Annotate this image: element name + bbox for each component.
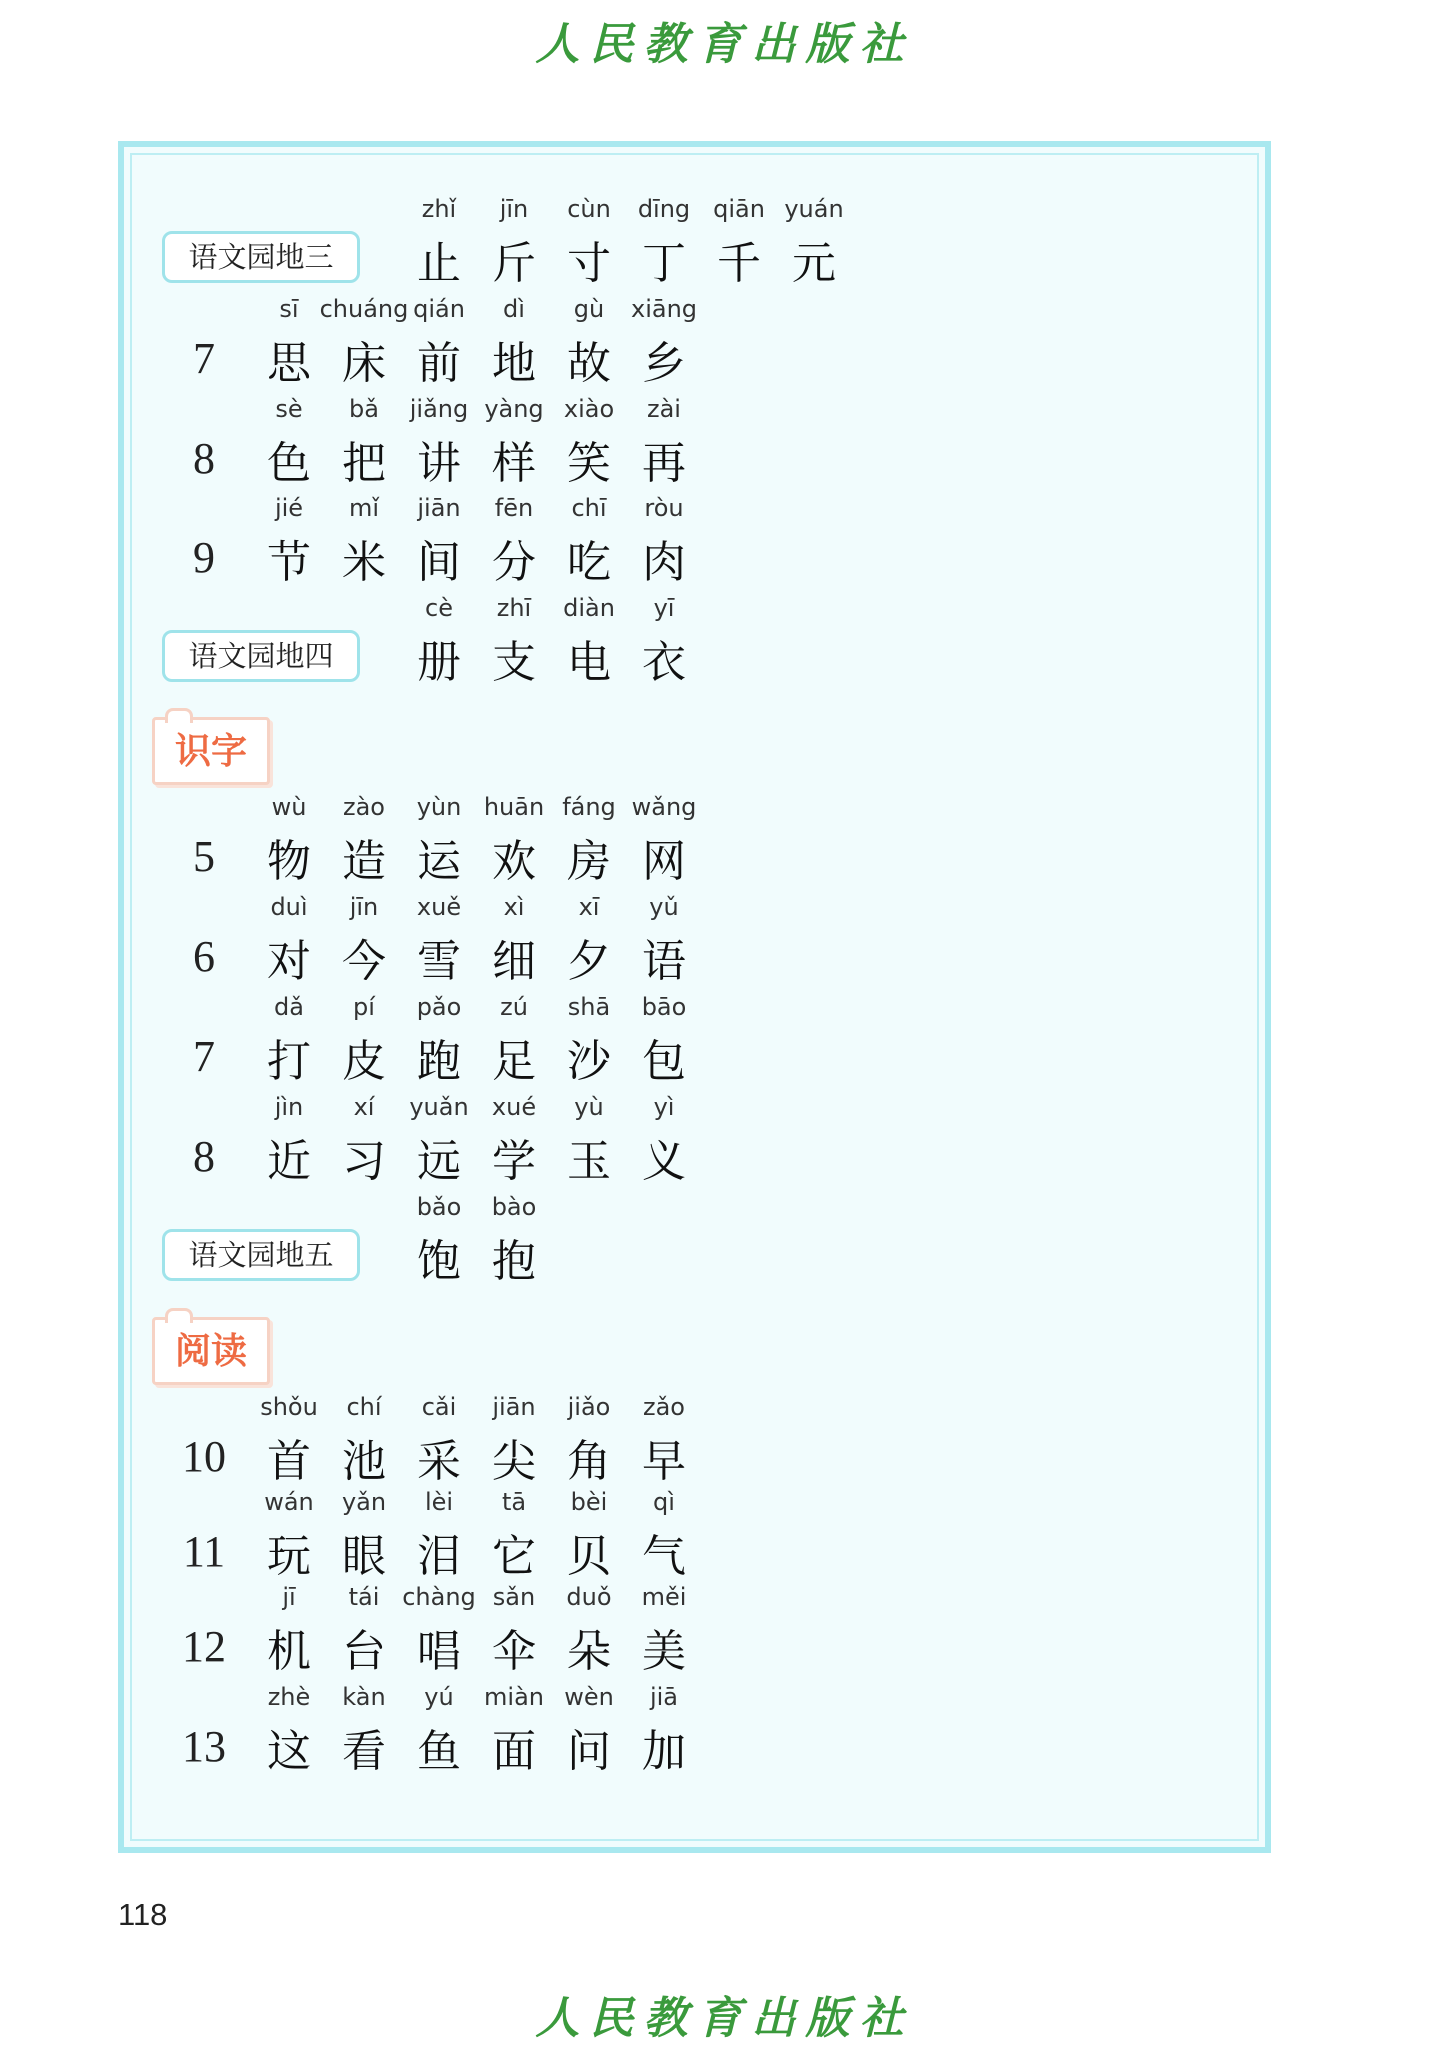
pinyin: diàn	[563, 594, 615, 622]
hanzi: 寸	[567, 238, 611, 289]
hanzi: 面	[492, 1726, 536, 1777]
hanzi: 样	[492, 438, 536, 489]
pinyin: bǎo	[416, 1193, 462, 1221]
pinyin: yì	[653, 1093, 675, 1121]
section-label-yuedu	[152, 1317, 270, 1385]
lesson-number: 13	[182, 1722, 226, 1771]
garden-label: 语文园地四	[162, 630, 360, 682]
pinyin: lèi	[424, 1488, 454, 1516]
pinyin: huān	[483, 793, 545, 821]
hanzi: 采	[417, 1436, 461, 1487]
hanzi: 网	[642, 836, 686, 887]
pinyin: xì	[503, 893, 525, 921]
pinyin: chàng	[402, 1583, 476, 1611]
character-cell	[619, 993, 709, 1093]
pinyin: jiǎo	[567, 1393, 611, 1421]
character-cell	[619, 295, 709, 395]
character-line-garden3	[124, 195, 1224, 295]
section-label-text: 阅读	[174, 1330, 247, 1372]
section-label-shizi	[152, 717, 270, 785]
character-cell	[769, 195, 859, 295]
lesson-number: 5	[193, 832, 215, 881]
hanzi: 物	[267, 836, 311, 887]
character-line-r10	[124, 1393, 1224, 1493]
hanzi: 止	[417, 238, 461, 289]
hanzi: 首	[267, 1436, 311, 1487]
character-cell	[619, 594, 709, 694]
hanzi: 斤	[492, 238, 536, 289]
pinyin: yàng	[484, 395, 544, 423]
pinyin: cǎi	[421, 1393, 457, 1421]
pinyin: xuě	[416, 893, 462, 921]
hanzi: 把	[342, 438, 386, 489]
hanzi: 美	[642, 1626, 686, 1677]
hanzi: 地	[492, 338, 536, 389]
pinyin: gù	[573, 295, 605, 323]
hanzi: 册	[417, 637, 461, 688]
pinyin: zài	[647, 395, 681, 423]
lesson-number: 8	[193, 434, 215, 483]
pinyin: ròu	[644, 494, 684, 522]
hanzi: 近	[267, 1136, 311, 1187]
hanzi: 远	[417, 1136, 461, 1187]
pinyin: cè	[425, 594, 453, 622]
hanzi: 讲	[417, 438, 461, 489]
garden-label: 语文园地五	[162, 1229, 360, 1281]
hanzi: 朵	[567, 1626, 611, 1677]
section-tab-decoration	[165, 708, 193, 723]
character-line-l8a	[124, 395, 1224, 495]
pinyin: xiào	[563, 395, 615, 423]
character-list-panel	[118, 141, 1271, 1853]
hanzi: 前	[417, 338, 461, 389]
character-line-r12	[124, 1583, 1224, 1683]
hanzi: 欢	[492, 836, 536, 887]
pinyin: bāo	[641, 993, 687, 1021]
hanzi: 这	[267, 1726, 311, 1777]
character-cell	[619, 793, 709, 893]
hanzi: 唱	[417, 1626, 461, 1677]
pinyin: jiā	[649, 1683, 679, 1711]
pinyin: chuáng	[319, 295, 409, 323]
hanzi: 雪	[417, 936, 461, 987]
pinyin: tái	[348, 1583, 380, 1611]
pinyin: dīng	[637, 195, 691, 223]
pinyin: wù	[271, 793, 307, 821]
lesson-number: 7	[193, 334, 215, 383]
pinyin: dì	[503, 295, 525, 323]
character-line-s7	[124, 993, 1224, 1093]
hanzi: 问	[567, 1726, 611, 1777]
hanzi: 千	[717, 238, 761, 289]
hanzi: 支	[492, 637, 536, 688]
hanzi: 丁	[642, 238, 686, 289]
hanzi: 习	[342, 1136, 386, 1187]
pinyin: tā	[501, 1488, 527, 1516]
hanzi: 伞	[492, 1626, 536, 1677]
pinyin: wǎng	[631, 793, 697, 821]
hanzi: 抱	[492, 1236, 536, 1287]
hanzi: 乡	[642, 338, 686, 389]
pinyin: sǎn	[492, 1583, 536, 1611]
pinyin: zhī	[496, 594, 532, 622]
character-cell	[619, 395, 709, 495]
character-line-garden4	[124, 594, 1224, 694]
lesson-number: 6	[193, 932, 215, 981]
character-cell	[619, 1488, 709, 1588]
pinyin: sī	[279, 295, 299, 323]
pinyin: wèn	[564, 1683, 614, 1711]
character-line-s6	[124, 893, 1224, 993]
pinyin: bèi	[570, 1488, 608, 1516]
pinyin: zú	[500, 993, 528, 1021]
hanzi: 早	[642, 1436, 686, 1487]
pinyin: wán	[264, 1488, 314, 1516]
character-line-l7a	[124, 295, 1224, 395]
pinyin: shǒu	[260, 1393, 318, 1421]
garden-label: 语文园地三	[162, 231, 360, 283]
pinyin: fēn	[494, 494, 534, 522]
pinyin: qián	[413, 295, 465, 323]
pinyin: xué	[491, 1093, 537, 1121]
pinyin: yī	[653, 594, 675, 622]
hanzi: 加	[642, 1726, 686, 1777]
pinyin: pí	[353, 993, 375, 1021]
hanzi: 造	[342, 836, 386, 887]
hanzi: 包	[642, 1036, 686, 1087]
pinyin: pǎo	[416, 993, 462, 1021]
character-cell	[619, 893, 709, 993]
lesson-number: 7	[193, 1032, 215, 1081]
hanzi: 鱼	[417, 1726, 461, 1777]
hanzi: 眼	[342, 1531, 386, 1582]
section-label-text: 识字	[174, 730, 247, 772]
hanzi: 米	[342, 537, 386, 588]
hanzi: 电	[567, 637, 611, 688]
hanzi: 思	[267, 338, 311, 389]
hanzi: 今	[342, 936, 386, 987]
hanzi: 跑	[417, 1036, 461, 1087]
character-line-s8	[124, 1093, 1224, 1193]
pinyin: zhǐ	[421, 195, 457, 223]
pinyin: shā	[567, 993, 611, 1021]
pinyin: bào	[491, 1193, 537, 1221]
hanzi: 细	[492, 936, 536, 987]
character-cell	[619, 1393, 709, 1493]
character-cell	[619, 1683, 709, 1783]
lesson-number: 10	[182, 1432, 226, 1481]
publisher-logo-bottom: 人民教育出版社	[535, 1993, 914, 2044]
pinyin: jiǎng	[409, 395, 469, 423]
hanzi: 房	[567, 836, 611, 887]
hanzi: 肉	[642, 537, 686, 588]
hanzi: 饱	[417, 1236, 461, 1287]
section-tab-decoration	[165, 1308, 193, 1323]
pinyin: jīn	[349, 893, 379, 921]
pinyin: qiān	[713, 195, 765, 223]
character-cell	[619, 494, 709, 594]
hanzi: 吃	[567, 537, 611, 588]
pinyin: mǐ	[348, 494, 380, 522]
pinyin: bǎ	[349, 395, 379, 423]
page-number: 118	[118, 1897, 168, 1932]
pinyin: xí	[353, 1093, 375, 1121]
pinyin: duì	[270, 893, 308, 921]
hanzi: 对	[267, 936, 311, 987]
hanzi: 衣	[642, 637, 686, 688]
pinyin: duǒ	[566, 1583, 612, 1611]
hanzi: 贝	[567, 1531, 611, 1582]
lesson-number: 11	[182, 1527, 226, 1576]
hanzi: 角	[567, 1436, 611, 1487]
hanzi: 皮	[342, 1036, 386, 1087]
pinyin: sè	[275, 395, 303, 423]
lesson-number: 9	[193, 533, 215, 582]
pinyin: fáng	[562, 793, 616, 821]
pinyin: yú	[424, 1683, 454, 1711]
hanzi: 元	[792, 238, 836, 289]
hanzi: 沙	[567, 1036, 611, 1087]
character-cell	[619, 1093, 709, 1193]
hanzi: 笑	[567, 438, 611, 489]
pinyin: jī	[282, 1583, 296, 1611]
character-cell	[619, 1583, 709, 1683]
pinyin: jié	[274, 494, 304, 522]
pinyin: yuán	[784, 195, 844, 223]
lesson-number: 8	[193, 1132, 215, 1181]
pinyin: jīn	[499, 195, 529, 223]
hanzi: 玩	[267, 1531, 311, 1582]
hanzi: 色	[267, 438, 311, 489]
hanzi: 间	[417, 537, 461, 588]
hanzi: 足	[492, 1036, 536, 1087]
pinyin: yù	[574, 1093, 604, 1121]
hanzi: 机	[267, 1626, 311, 1677]
pinyin: xiāng	[630, 295, 698, 323]
pinyin: měi	[641, 1583, 687, 1611]
hanzi: 台	[342, 1626, 386, 1677]
hanzi: 义	[642, 1136, 686, 1187]
pinyin: yùn	[416, 793, 462, 821]
hanzi: 它	[492, 1531, 536, 1582]
character-line-l9a	[124, 494, 1224, 594]
hanzi: 打	[267, 1036, 311, 1087]
pinyin: yǔ	[649, 893, 679, 921]
pinyin: kàn	[342, 1683, 386, 1711]
pinyin: jìn	[274, 1093, 304, 1121]
character-line-s5	[124, 793, 1224, 893]
character-line-r11	[124, 1488, 1224, 1588]
pinyin: yuǎn	[409, 1093, 469, 1121]
hanzi: 运	[417, 836, 461, 887]
lesson-number: 12	[182, 1622, 226, 1671]
pinyin: qì	[653, 1488, 675, 1516]
hanzi: 床	[342, 338, 386, 389]
pinyin: xī	[578, 893, 600, 921]
pinyin: zhè	[267, 1683, 311, 1711]
hanzi: 看	[342, 1726, 386, 1777]
hanzi: 尖	[492, 1436, 536, 1487]
character-cell	[469, 1193, 559, 1293]
hanzi: 再	[642, 438, 686, 489]
pinyin: miàn	[484, 1683, 544, 1711]
hanzi: 节	[267, 537, 311, 588]
pinyin: jiān	[492, 1393, 536, 1421]
character-line-r13	[124, 1683, 1224, 1783]
hanzi: 泪	[417, 1531, 461, 1582]
pinyin: jiān	[417, 494, 461, 522]
hanzi: 玉	[567, 1136, 611, 1187]
pinyin: zào	[343, 793, 385, 821]
hanzi: 池	[342, 1436, 386, 1487]
character-line-garden5	[124, 1193, 1224, 1293]
hanzi: 语	[642, 936, 686, 987]
hanzi: 夕	[567, 936, 611, 987]
pinyin: cùn	[567, 195, 611, 223]
hanzi: 分	[492, 537, 536, 588]
publisher-logo-top: 人民教育出版社	[535, 19, 914, 70]
hanzi: 气	[642, 1531, 686, 1582]
pinyin: chī	[571, 494, 607, 522]
hanzi: 故	[567, 338, 611, 389]
pinyin: dǎ	[274, 993, 304, 1021]
pinyin: zǎo	[643, 1393, 685, 1421]
pinyin: chí	[346, 1393, 382, 1421]
hanzi: 学	[492, 1136, 536, 1187]
pinyin: yǎn	[341, 1488, 387, 1516]
